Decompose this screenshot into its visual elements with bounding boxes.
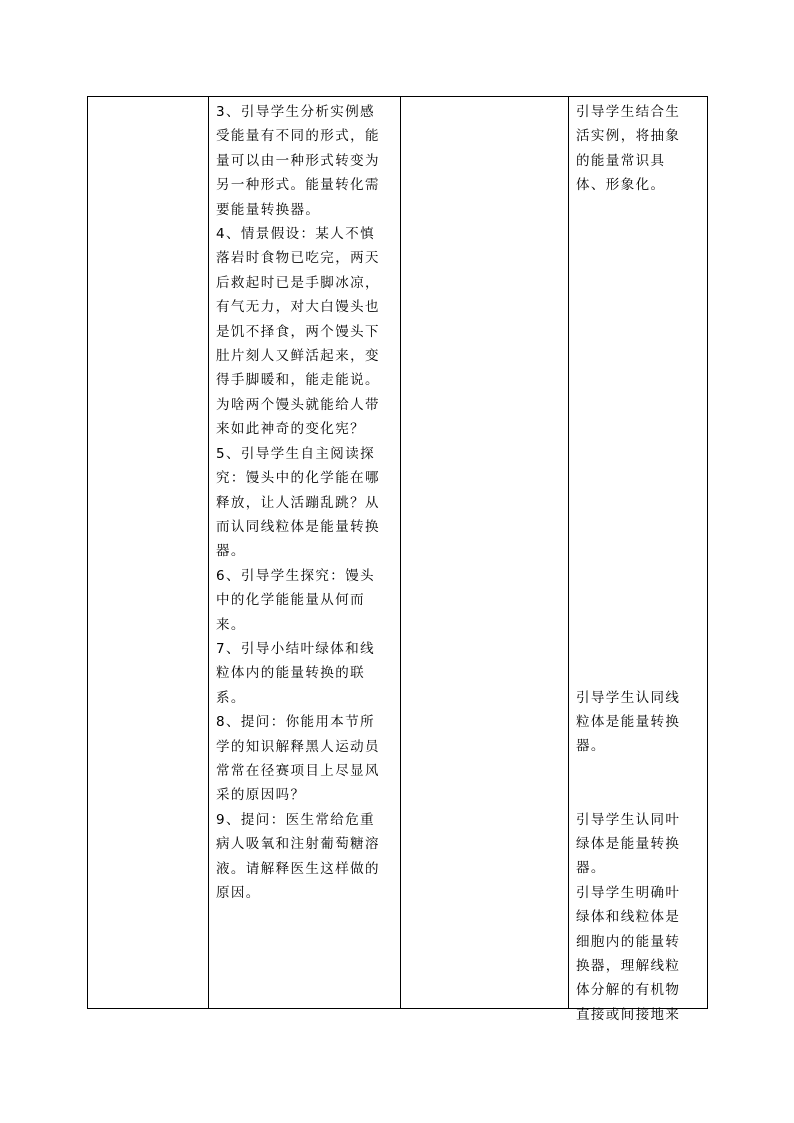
text-line: 3、引导学生分析实例感 [216, 104, 375, 120]
teacher-activity-column [216, 100, 400, 905]
text-line: 粒体内的能量转换的联 [216, 665, 365, 682]
text-line: 而认同线粒体是能量转换 [216, 518, 380, 535]
text-line: 受能量有不同的形式，能 [216, 128, 380, 145]
text-line: 引导学生明确叶 [576, 884, 681, 901]
text-line: 绿体是能量转换 [576, 836, 681, 852]
text-line: 的能量常识具 [576, 152, 666, 169]
text-line: 体分解的有机物 [576, 982, 681, 999]
column-divider [568, 97, 569, 1008]
text-line: 直接或间接地来 [576, 1006, 681, 1023]
text-line: 引导学生结合生 [576, 104, 681, 120]
text-line: 粒体是能量转换 [576, 714, 681, 730]
text-line: 有气无力，对大白馒头也 [216, 299, 380, 316]
text-line: 来如此神奇的变化宪？ [216, 421, 365, 438]
text-line: 器。 [576, 738, 606, 755]
design-note-1 [576, 100, 704, 198]
text-line: 中的化学能能量从何而 [216, 592, 365, 609]
text-line: 7、引导小结叶绿体和线 [216, 640, 375, 657]
text-line: 引导学生认同叶 [576, 811, 681, 828]
text-line: 是饥不择食，两个馒头下 [216, 323, 380, 340]
text-line: 落岩时食物已吃完，两天 [216, 250, 380, 267]
text-line: 肚片刻人又鲜活起来，变 [216, 348, 380, 365]
text-line: 学的知识解释黑人运动员 [216, 738, 380, 755]
text-line: 另一种形式。能量转化需 [216, 177, 380, 194]
text-line: 4、情景假设：某人不慎 [216, 226, 375, 243]
text-line: 液。请解释医生这样做的 [216, 860, 380, 877]
text-line: 来。 [216, 616, 246, 633]
text-line: 6、引导学生探究：馒头 [216, 567, 375, 584]
text-line: 后救起时已是手脚冰凉， [216, 274, 380, 291]
text-line: 采的原因吗？ [216, 787, 306, 804]
text-line: 绿体和线粒体是 [576, 909, 681, 926]
text-line: 系。 [216, 689, 246, 706]
text-line: 5、引导学生自主阅读探 [216, 445, 375, 462]
text-line: 为啥两个馒头就能给人带 [216, 396, 380, 413]
text-line: 9、提问：医生常给危重 [216, 811, 375, 828]
text-line: 要能量转换器。 [216, 201, 321, 218]
design-note-2 [576, 686, 704, 759]
text-line: 量可以由一种形式转变为 [216, 152, 380, 169]
column-divider [400, 97, 401, 1008]
column-divider [208, 97, 209, 1008]
text-line: 病人吸氧和注射葡萄糖溶 [216, 836, 380, 853]
text-line: 换器，理解线粒 [576, 958, 681, 975]
text-line: 细胞内的能量转 [576, 933, 681, 950]
text-line: 究：馒头中的化学能在哪 [216, 470, 380, 487]
text-line: 器。 [216, 543, 246, 560]
text-line: 体、形象化。 [576, 177, 666, 194]
text-line: 引导学生认同线 [576, 689, 681, 706]
text-line: 常常在径赛项目上尽显风 [216, 762, 380, 779]
text-line: 释放，让人活蹦乱跳？从 [216, 494, 380, 511]
text-line: 器。 [576, 860, 606, 877]
text-line: 得手脚暖和，能走能说。 [216, 372, 380, 389]
lesson-table [87, 96, 708, 1023]
text-line: 原因。 [216, 885, 261, 901]
design-note-3 [576, 808, 704, 1028]
text-line: 活实例，将抽象 [576, 128, 681, 145]
text-line: 8、提问：你能用本节所 [216, 714, 375, 731]
